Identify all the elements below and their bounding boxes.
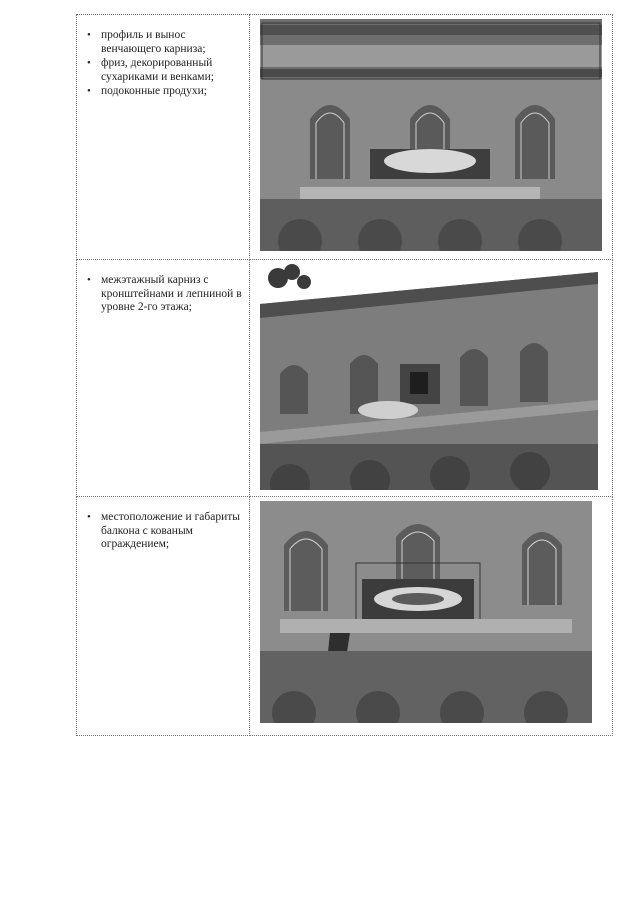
bullet-icon: •	[87, 57, 91, 69]
list-item	[87, 274, 243, 315]
photo-cell	[250, 15, 613, 260]
feature-list-cell	[77, 15, 250, 260]
features-table	[76, 14, 613, 736]
photo-cell	[250, 497, 613, 736]
table-row	[77, 497, 613, 736]
feature-list	[87, 29, 243, 99]
bullet-icon: •	[87, 85, 91, 97]
feature-list-cell	[77, 497, 250, 736]
list-item-text: межэтажный карниз с кронштейнами и лепниной в уровне 2-го этажа;	[101, 274, 242, 313]
facade-interfloor-cornice-photo	[260, 264, 598, 490]
bullet-icon: •	[87, 29, 91, 41]
list-item-text: местоположение и габариты балкона с кованым ограждением;	[101, 511, 240, 550]
table-row	[77, 15, 613, 260]
list-item-text: профиль и вынос венчающего карниза;	[101, 29, 206, 55]
feature-list	[87, 274, 243, 315]
feature-list-cell	[77, 260, 250, 497]
list-item-text: фриз, декорированный сухариками и венками;	[101, 57, 214, 83]
list-item-text: подоконные продухи;	[101, 85, 207, 97]
bullet-icon: •	[87, 511, 91, 523]
list-item	[87, 85, 243, 99]
list-item	[87, 57, 243, 84]
table-row	[77, 260, 613, 497]
bullet-icon: •	[87, 274, 91, 286]
facade-cornice-photo	[260, 19, 602, 251]
facade-balcony-photo	[260, 501, 592, 723]
list-item	[87, 511, 243, 552]
list-item	[87, 29, 243, 56]
photo-cell	[250, 260, 613, 497]
feature-list	[87, 511, 243, 552]
